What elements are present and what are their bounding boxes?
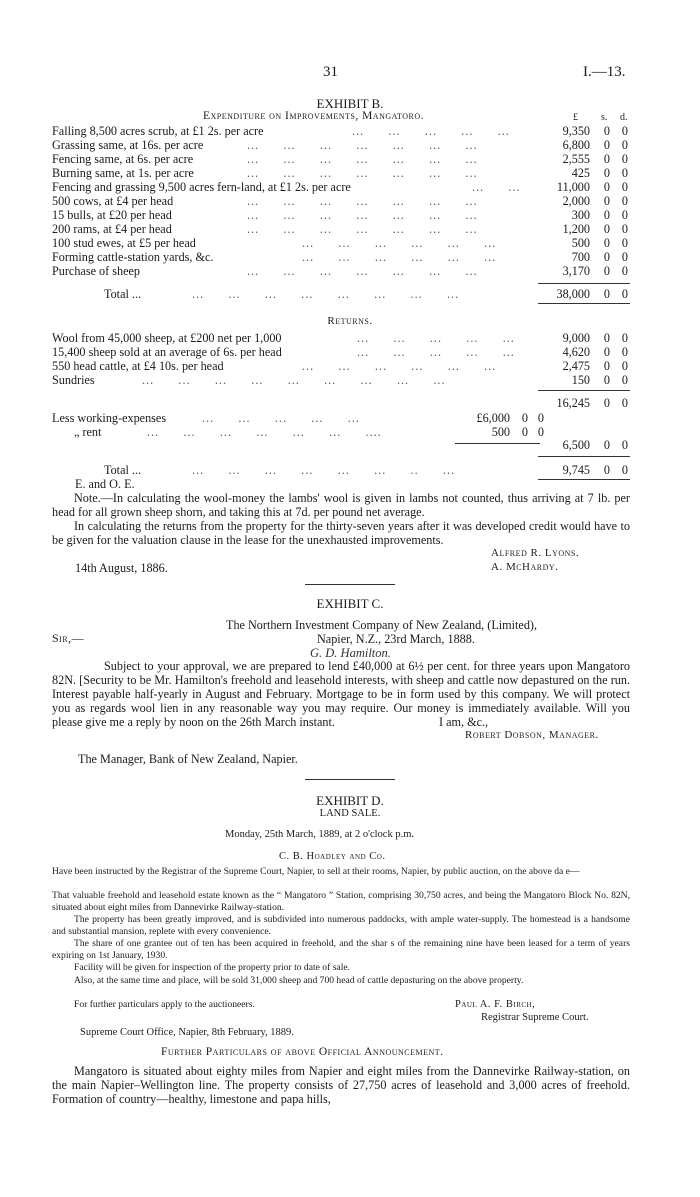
expenditure-row: 200 rams, at £4 per head ... ... ... ... ... ... ... 1,200 0 0 <box>52 222 628 236</box>
exhibit-b-date: 14th August, 1886. <box>75 561 168 575</box>
returns-row: 550 head cattle, at £4 10s. per head ... ... ... ... ... ... 2,475 0 0 <box>52 359 628 373</box>
page-number: 31 <box>323 64 338 80</box>
returns-rule <box>538 390 630 391</box>
grantee-share: The share of one grantee out of ten has been acquired in freehold, and the shar s of the remaining nine have been leased for a term of years expiring on 1st January, 1930. <box>52 938 630 961</box>
net-total-rule <box>538 479 630 480</box>
expenditure-row: 15 bulls, at £20 per head ... ... ... ... ... ... ... 300 0 0 <box>52 208 628 222</box>
expenditure-row: 500 cows, at £4 per head ... ... ... ... ... ... ... 2,000 0 0 <box>52 194 628 208</box>
total-rule <box>538 303 630 304</box>
letter-body: Subject to your approval, we are prepared to lend £40,000 at 6½ per cent. for three years upon Mangatoro 82N. [Security to be Mr. Hamilton's freehold and leasehold interests, with sheep and cattle now depastured on the run. Interest payable half-yearly in August and February. Mortgage to be in form used by this company. We will protect you as regards wool lien in any reasonable way you may require. Our money is immediately available. Will you please give me a reply by noon on the 26th March instant. <box>52 659 630 729</box>
rent-row: „ rent ... ... ... ... ... ... .... 500 0 0 <box>74 425 544 439</box>
sale-date: Monday, 25th March, 1889, at 2 o'clock p.m. <box>225 829 415 840</box>
returns-note: In calculating the returns from the property for the thirty-seven years after it was developed credit would have to be given for the valuation clause in the lease for the unexhausted improvements. <box>52 519 630 547</box>
further-particulars-heading: Further Particulars of above Official Announcement. <box>161 1046 444 1058</box>
expenditure-row: Falling 8,500 acres scrub, at £1 2s. per acre ... ... ... ... ... 9,350 0 0 <box>52 124 628 138</box>
column-pence: d. <box>620 112 628 123</box>
sale-instruction: Have been instructed by the Registrar of the Supreme Court, Napier, to sell at their rooms, Napier, by public auction, on the above da e— <box>52 866 580 877</box>
expenditure-row: Grassing same, at 16s. per acre ... ... ... ... ... ... ... 6,800 0 0 <box>52 138 628 152</box>
returns-row: 15,400 sheep sold at an average of 6s. per head ... ... ... ... ... 4,620 0 0 <box>52 345 628 359</box>
company-name: The Northern Investment Company of New Zealand, (Limited), <box>226 618 538 632</box>
net-total-row: Total ... ... ... ... ... ... ... .. ... 9,745 0 0 <box>104 463 628 477</box>
working-expenses-row: Less working-expenses ... ... ... ... ... £6,000 0 0 <box>52 411 544 425</box>
expenditure-row: Fencing and grassing 9,500 acres fern-land, at £1 2s. per acre ... ... 11,000 0 0 <box>52 180 628 194</box>
expenditure-row: Burning same, at 1s. per acre ... ... ... ... ... ... ... 425 0 0 <box>52 166 628 180</box>
further-particulars-body: Mangatoro is situated about eighty miles from Napier and eight miles from the Dannevirke Railway-station, on the main Napier–Wellington line. The property consists of 27,750 acres of leasehold and 3,000 acres of freehold. Formation of country—healthy, limestone and papa hills, <box>52 1064 630 1106</box>
wool-note: Note.—In calculating the wool-money the lambs' wool is given in lambs not counted, thus arriving at 7 lb. per head for all grown sheep shorn, and taking this at 7d. per pound net average. <box>52 491 630 519</box>
signer-mchardy: A. McHardy. <box>491 561 559 573</box>
net-rule <box>538 456 630 457</box>
salutation: Sir,— <box>52 631 85 645</box>
section-divider <box>305 584 395 585</box>
handwritten-annotation: G. D. Hamilton. <box>310 646 391 660</box>
expenditure-row: Forming cattle-station yards, &c. ... ... ... ... ... ... 700 0 0 <box>52 250 628 264</box>
auctioneer-name: C. B. Hoadley and Co. <box>279 851 386 862</box>
expenditure-row: Fencing same, at 6s. per acre ... ... ... ... ... ... ... 2,555 0 0 <box>52 152 628 166</box>
returns-heading: Returns. <box>327 315 373 327</box>
column-shillings: s. <box>601 112 608 123</box>
letter-closing: I am, &c., <box>439 715 489 729</box>
expenditure-total-row: Total ... ... ... ... ... ... ... ... ... 38,000 0 0 <box>104 287 628 301</box>
property-improvements: The property has been greatly improved, and is subdivided into numerous paddocks, with ample water-supply. The homestead is a handsome and substantial mansion, replete with every convenience. <box>52 914 630 937</box>
returns-row: Sundries ... ... ... ... ... ... ... ... ... 150 0 0 <box>52 373 628 387</box>
returns-row: Wool from 45,000 sheep, at £200 net per 1,000 ... ... ... ... ... 9,000 0 0 <box>52 331 628 345</box>
exhibit-b-title: EXHIBIT B. <box>316 96 384 111</box>
inspection-note: Facility will be given for inspection of the property prior to date of sale. <box>74 962 351 973</box>
exhibit-d-title: EXHIBIT D. <box>316 793 384 808</box>
returns-sum-row: 16,245 0 0 <box>556 396 628 410</box>
exhibit-b-subtitle: Expenditure on Improvements, Mangatoro. <box>203 110 425 122</box>
column-pounds: £ <box>573 112 578 123</box>
letter-addressee: The Manager, Bank of New Zealand, Napier. <box>78 752 298 766</box>
signer-dobson: Robert Dobson, Manager. <box>465 729 599 741</box>
expenditure-row: 100 stud ewes, at £5 per head ... ... ... ... ... ... 500 0 0 <box>52 236 628 250</box>
estate-description: That valuable freehold and leasehold estate known as the “ Mangatoro ” Station, comprising 30,750 acres, and being the Mangatoro Block No. 82N, situated about eight miles from Dannevirke Railway-station. <box>52 890 630 913</box>
expenditure-row: Purchase of sheep ... ... ... ... ... ... ... 3,170 0 0 <box>52 264 628 278</box>
exhibit-c-title: EXHIBIT C. <box>316 596 384 611</box>
eoe-note: E. and O. E. <box>75 477 135 491</box>
land-sale-heading: LAND SALE. <box>319 808 381 819</box>
livestock-sale: Also, at the same time and place, will be sold 31,000 sheep and 700 head of cattle depasturing on the above property. <box>74 975 524 986</box>
office-date: Supreme Court Office, Napier, 8th February, 1889. <box>80 1027 294 1038</box>
registrar-title: Registrar Supreme Court. <box>481 1012 589 1023</box>
section-divider <box>305 779 395 780</box>
registrar-name: Paul A. F. Birch, <box>455 999 536 1010</box>
less-total-row: 6,500 0 0 <box>562 438 628 452</box>
subtotal-rule <box>538 283 630 284</box>
particulars-note: For further particulars apply to the auctioneers. <box>74 999 255 1010</box>
document-reference: I.—13. <box>583 64 626 80</box>
letter-place-date: Napier, N.Z., 23rd March, 1888. <box>317 632 475 646</box>
signer-lyons: Alfred R. Lyons. <box>491 547 580 559</box>
